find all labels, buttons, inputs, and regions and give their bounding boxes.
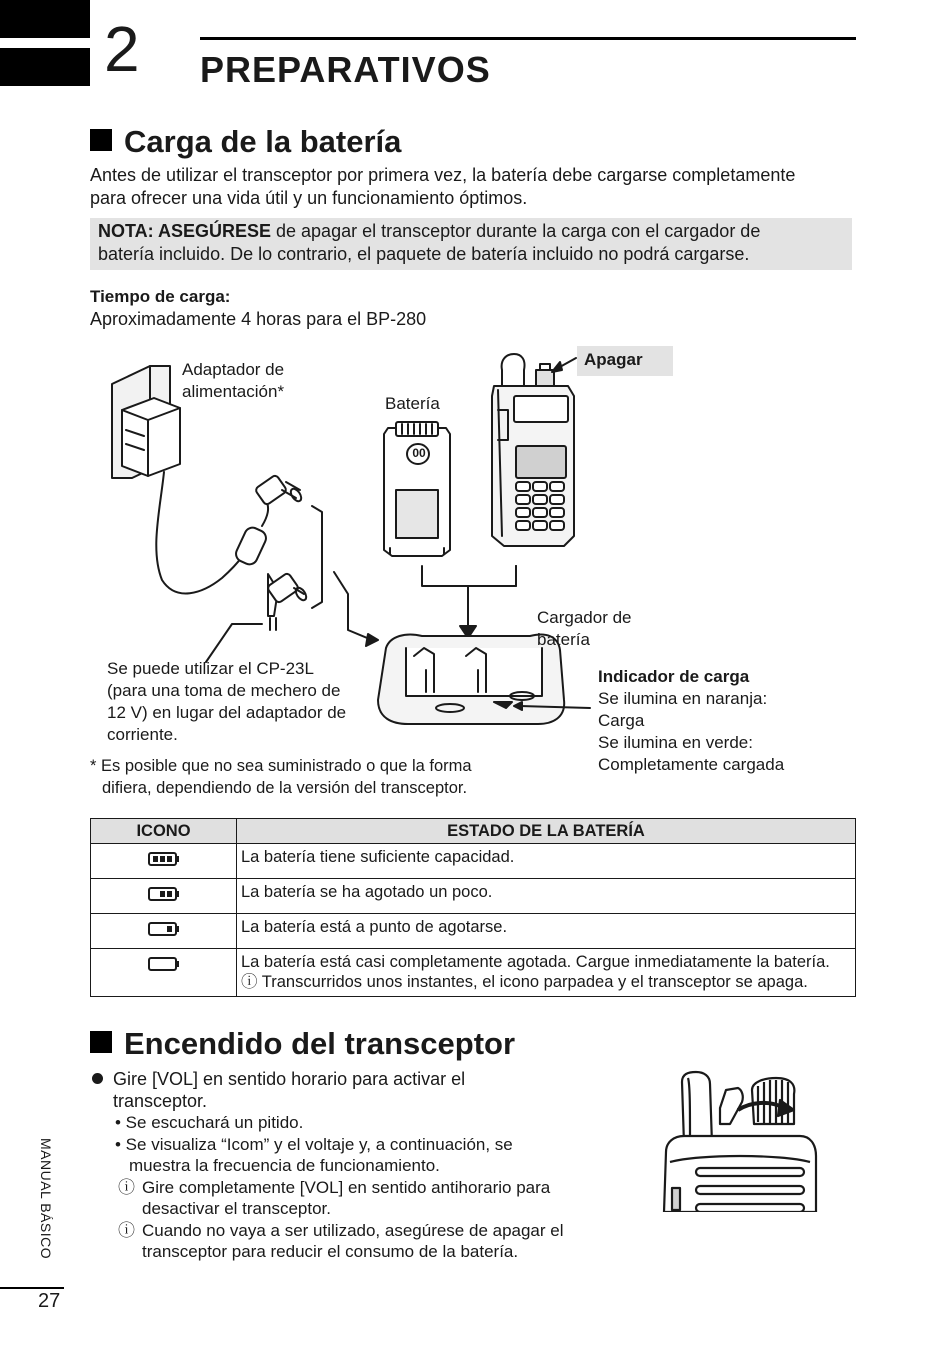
table-cell-state: La batería está casi completamente agotada. Cargue inmediatamente la batería. xyxy=(241,953,830,971)
battery-one-bar-icon xyxy=(148,921,180,937)
table-cell-note-text: Transcurridos unos instantes, el icono parpadea y el transceptor se apaga. xyxy=(261,973,808,991)
footnote xyxy=(90,755,472,799)
cp23l-note xyxy=(107,658,346,746)
charger-label xyxy=(537,607,632,651)
dc-plug-lower xyxy=(267,572,309,630)
cp23l-line: corriente. xyxy=(107,725,178,744)
info-line: Gire completamente [VOL] en sentido antihorario para xyxy=(142,1177,551,1197)
chapter-rule xyxy=(200,37,856,40)
cp23l-line: Se puede utilizar el CP-23L xyxy=(107,659,314,678)
table-row xyxy=(91,844,856,879)
chapter-tab-top xyxy=(0,0,90,38)
page-number-rule xyxy=(0,1287,64,1289)
chapter-number: 2 xyxy=(104,13,140,85)
charge-indicator-line: Se ilumina en naranja: xyxy=(598,689,768,708)
radio-volume-illustration xyxy=(660,1068,826,1212)
ac-adapter-illustration xyxy=(122,398,180,476)
intro-paragraph xyxy=(90,164,795,210)
battery-status-table xyxy=(90,818,856,997)
info-icon: ⓘ xyxy=(118,1177,135,1197)
table-cell-state: La batería está a punto de agotarse. xyxy=(237,914,856,949)
note-box xyxy=(90,218,852,270)
charge-indicator-line: Se ilumina en verde: xyxy=(598,733,753,752)
info-line: desactivar el transceptor. xyxy=(142,1199,331,1218)
table-cell-state: La batería se ha agotado un poco. xyxy=(237,879,856,914)
side-label-manual: MANUAL BÁSICO xyxy=(38,1138,54,1260)
table-header-icon: ICONO xyxy=(91,819,237,844)
info-line: Cuando no vaya a ser utilizado, asegúrese de apagar el xyxy=(142,1220,564,1240)
info-item xyxy=(90,1220,610,1263)
antenna xyxy=(682,1072,712,1144)
bullet-dot-icon xyxy=(92,1073,103,1084)
battery-two-bars-icon xyxy=(148,886,180,902)
table-row xyxy=(91,949,856,997)
table-row xyxy=(91,914,856,949)
adapter-label xyxy=(182,359,284,403)
section-heading-power-on xyxy=(90,1026,515,1062)
cp23l-line: 12 V) en lugar del adaptador de xyxy=(107,703,347,722)
charger-label-line: Cargador de xyxy=(537,608,632,627)
power-cord xyxy=(156,472,254,593)
charge-indicator-line: Completamente cargada xyxy=(598,755,785,774)
info-item xyxy=(90,1177,610,1220)
sub-item: • Se escuchará un pitido. xyxy=(115,1113,304,1132)
footnote-line: * Es posible que no sea suministrado o que la forma xyxy=(90,757,472,775)
charge-indicator-label xyxy=(598,666,784,776)
section-heading-power-on-text: Encendido del transceptor xyxy=(124,1026,516,1061)
battery-label: Batería xyxy=(385,394,440,413)
table-cell-note xyxy=(241,972,851,992)
charge-time-label: Tiempo de carga: xyxy=(90,287,231,306)
bracket-left xyxy=(422,566,516,586)
note-bold: NOTA: ASEGÚRESE xyxy=(98,221,272,241)
intro-line: para ofrecer una vida útil y un funcionamiento óptimos. xyxy=(90,188,528,208)
chapter-tab-bottom xyxy=(0,48,90,86)
charge-indicator-title: Indicador de carga xyxy=(598,667,750,686)
page-number: 27 xyxy=(38,1290,61,1312)
sub-item: • Se visualiza “Icom” y el voltaje y, a continuación, se xyxy=(115,1134,513,1154)
charger-label-line: batería xyxy=(537,630,590,649)
info-icon: ⓘ xyxy=(241,973,258,991)
battery-badge-text: 00 xyxy=(412,446,426,460)
note-text: de apagar el transceptor durante la carga con el cargador de xyxy=(271,221,761,241)
bullet-line: transceptor. xyxy=(113,1091,208,1111)
sub-item: muestra la frecuencia de funcionamiento. xyxy=(129,1156,440,1175)
table-header-state: ESTADO DE LA BATERÍA xyxy=(237,819,856,844)
heading-square-icon xyxy=(90,129,112,151)
info-line: transceptor para reducir el consumo de la batería. xyxy=(142,1242,519,1261)
power-on-instructions xyxy=(90,1068,610,1263)
chapter-title: PREPARATIVOS xyxy=(200,49,491,90)
charge-indicator-line: Carga xyxy=(598,711,645,730)
bullet-item xyxy=(90,1068,610,1112)
footnote-line: difiera, dependiendo de la versión del transceptor. xyxy=(102,779,468,797)
intro-line: Antes de utilizar el transceptor por primera vez, la batería debe cargarse completamente xyxy=(90,165,796,185)
adapter-label-line: alimentación* xyxy=(182,382,285,401)
bullet-line: Gire [VOL] en sentido horario para activar el xyxy=(113,1069,466,1089)
info-icon: ⓘ xyxy=(118,1220,135,1240)
section-heading-charging-text: Carga de la batería xyxy=(124,124,402,159)
table-row xyxy=(91,879,856,914)
table-header-row xyxy=(91,819,856,844)
battery-full-icon xyxy=(148,851,180,867)
section-heading-charging xyxy=(90,124,401,160)
dc-plug-upper xyxy=(255,474,304,505)
off-label: Apagar xyxy=(584,350,643,369)
cp23l-line: (para una toma de mechero de xyxy=(107,681,341,700)
ferrite-core xyxy=(233,525,268,567)
charge-time-value: Aproximadamente 4 horas para el BP-280 xyxy=(90,309,427,329)
battery-empty-icon xyxy=(148,956,180,972)
heading-square-icon xyxy=(90,1031,112,1053)
table-cell-state: La batería tiene suficiente capacidad. xyxy=(237,844,856,879)
radio-illustration xyxy=(492,354,574,546)
battery-pack-illustration xyxy=(384,422,450,556)
note-text: batería incluido. De lo contrario, el paquete de batería incluido no podrá cargarse. xyxy=(98,244,750,264)
adapter-label-line: Adaptador de xyxy=(182,360,285,379)
